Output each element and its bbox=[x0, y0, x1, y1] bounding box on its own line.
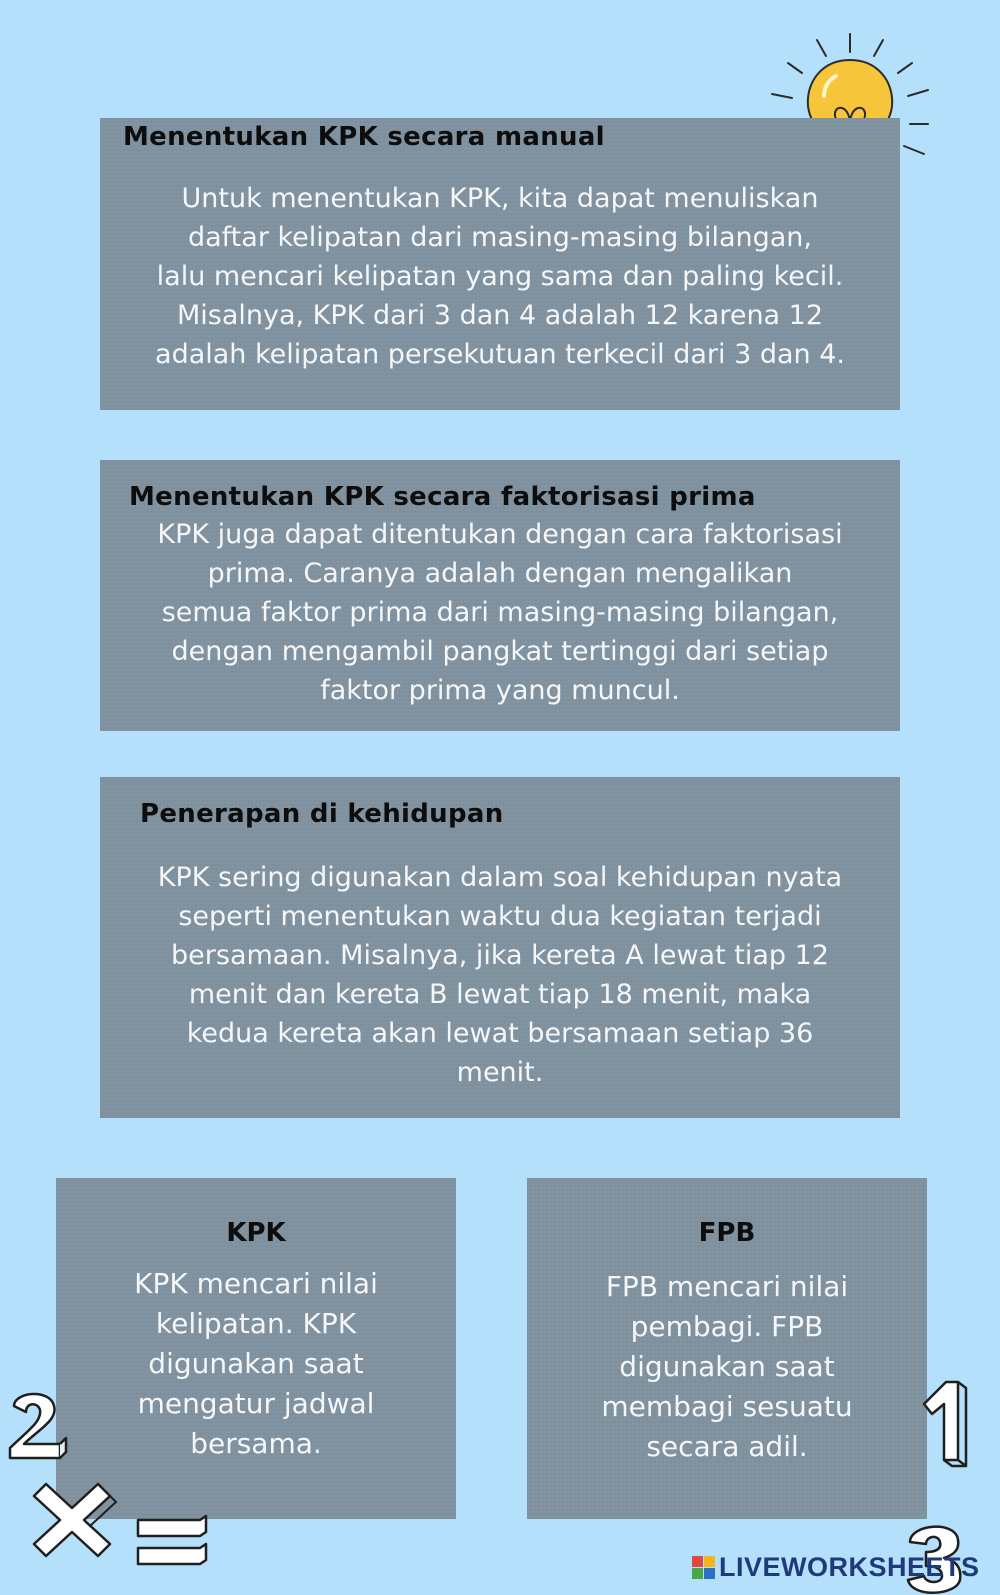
section-body bbox=[100, 179, 900, 374]
section-body bbox=[100, 858, 900, 1092]
section-title: Menentukan KPK secara manual bbox=[123, 122, 605, 152]
body-line: digunakan saat bbox=[148, 1347, 364, 1380]
body-line: prima. Caranya adalah dengan mengalikan bbox=[207, 558, 793, 589]
body-line: dengan mengambil pangkat tertinggi dari setiap bbox=[171, 636, 829, 667]
body-line: mengatur jadwal bbox=[137, 1387, 375, 1420]
section-title: Penerapan di kehidupan bbox=[140, 799, 504, 829]
compare-title: FPB bbox=[698, 1218, 756, 1248]
body-line: digunakan saat bbox=[619, 1350, 835, 1383]
body-line: semua faktor prima dari masing-masing bilangan, bbox=[161, 597, 839, 628]
body-line: KPK sering digunakan dalam soal kehidupan nyata bbox=[157, 862, 843, 893]
brand-watermark bbox=[692, 1552, 980, 1583]
body-line: kelipatan. KPK bbox=[155, 1307, 357, 1340]
body-line: seperti menentukan waktu dua kegiatan terjadi bbox=[178, 901, 822, 932]
number-one-icon bbox=[920, 1378, 970, 1470]
body-line: daftar kelipatan dari masing-masing bilangan, bbox=[187, 222, 813, 253]
equals-icon bbox=[134, 1514, 214, 1578]
section-card-prime-factorization bbox=[100, 460, 900, 731]
brand-logo bbox=[692, 1556, 715, 1579]
body-line: pembagi. FPB bbox=[630, 1310, 824, 1343]
brand-logo-tile bbox=[692, 1556, 703, 1567]
section-body bbox=[100, 515, 900, 710]
body-line: membagi sesuatu bbox=[601, 1390, 853, 1423]
body-line: FPB mencari nilai bbox=[605, 1270, 849, 1303]
brand-logo-tile bbox=[704, 1556, 715, 1567]
body-line: menit dan kereta B lewat tiap 18 menit, maka bbox=[188, 979, 812, 1010]
compare-card-fpb bbox=[527, 1178, 927, 1519]
compare-card-kpk bbox=[56, 1178, 456, 1519]
number-two-icon bbox=[2, 1386, 72, 1466]
body-line: KPK juga dapat ditentukan dengan cara faktorisasi bbox=[157, 519, 843, 550]
body-line: Misalnya, KPK dari 3 dan 4 adalah 12 karena 12 bbox=[176, 300, 824, 331]
section-title: Menentukan KPK secara faktorisasi prima bbox=[129, 482, 756, 512]
body-line: Untuk menentukan KPK, kita dapat menuliskan bbox=[181, 183, 819, 214]
body-line: kedua kereta akan lewat bersamaan setiap 36 bbox=[186, 1018, 814, 1049]
multiply-icon bbox=[28, 1478, 120, 1566]
body-line: adalah kelipatan persekutuan terkecil dari 3 dan 4. bbox=[155, 339, 845, 370]
body-line: faktor prima yang muncul. bbox=[320, 675, 680, 706]
body-line: bersamaan. Misalnya, jika kereta A lewat tiap 12 bbox=[171, 940, 829, 971]
compare-body bbox=[527, 1267, 927, 1467]
brand-logo-tile bbox=[692, 1568, 703, 1579]
body-line: bersama. bbox=[190, 1427, 322, 1460]
brand-logo-tile bbox=[704, 1568, 715, 1579]
section-card-manual bbox=[100, 118, 900, 410]
body-line: menit. bbox=[456, 1057, 544, 1088]
compare-title: KPK bbox=[226, 1218, 286, 1248]
body-line: secara adil. bbox=[646, 1430, 808, 1463]
body-line: lalu mencari kelipatan yang sama dan paling kecil. bbox=[156, 261, 844, 292]
body-line: KPK mencari nilai bbox=[134, 1267, 378, 1300]
compare-body bbox=[56, 1264, 456, 1464]
section-card-application bbox=[100, 777, 900, 1118]
brand-text: LIVEWORKSHEETS bbox=[719, 1552, 980, 1582]
